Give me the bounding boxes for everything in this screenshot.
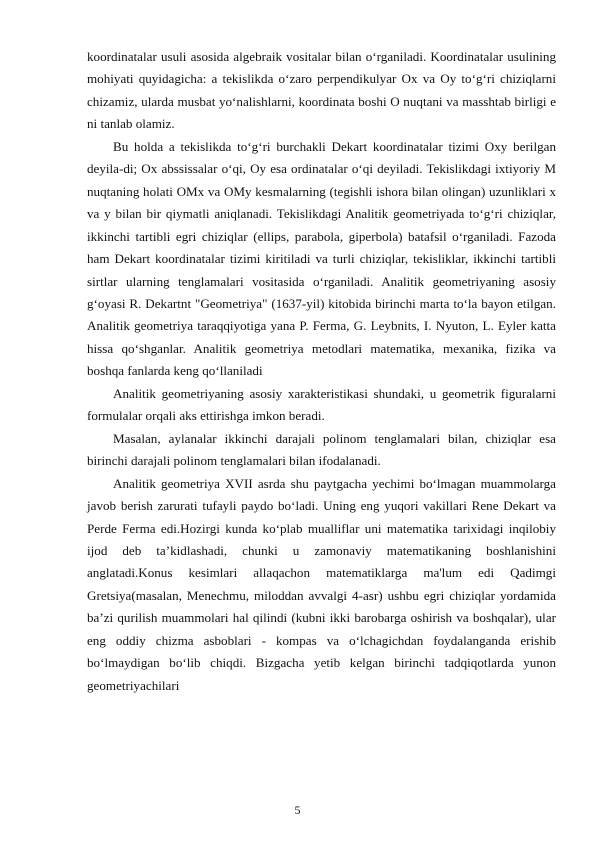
paragraph-5: Analitik geometriya XVII asrda shu paytgacha yechimi bo‘lmagan muammolarga javob berish zarurati tufayli paydo bo‘ladi. Uning eng yuqori vakillari Rene Dekart va Perde Ferma edi.Hozirgi kunda ko‘plab mualliflar uni matematika tarixidagi inqilobiy ijod deb ta’kidlashadi, chunki u zamonaviy matematikaning boshlanishini anglatadi.Konus kesimlari allaqachon matematiklarga ma'lum edi Qadimgi Gretsiya(masalan, Menechmu, miloddan avvalgi 4-asr) ushbu egri chiziqlar yordamida ba’zi qurilish muammolari hal qilindi (kubni ikki barobarga oshirish va boshqalar), ular eng oddiy chizma asboblari - kompas va o‘lchagichdan foydalanganda erishib bo‘lmaydigan bo‘lib chiqdi. Bizgacha yetib kelgan birinchi tadqiqotlarda yunon geometriyachilari <box>87 475 556 693</box>
page-number: 5 <box>294 803 301 817</box>
body-text <box>87 46 556 697</box>
paragraph-1: koordinatalar usuli asosida algebraik vositalar bilan o‘rganiladi. Koordinatalar usulining mohiyati quyidagicha: a tekislikda o‘zaro perpendikulyar Ox va Oy to‘g‘ri chiziqlarni chizamiz, ularda musbat yo‘nalishlarni, koordinata boshi O nuqtani va masshtab birligi e ni tanlab olamiz. <box>87 49 556 132</box>
paragraph-3: Analitik geometriyaning asosiy xarakteristikasi shundaki, u geometrik figuralarni formulalar orqali aks ettirishga imkon beradi. <box>87 385 556 424</box>
paragraph-2: Bu holda a tekislikda to‘g‘ri burchakli Dekart koordinatalar tizimi Oxy berilgan deyila-di; Ox abssissalar o‘qi, Oy esa ordinatalar o‘qi deyiladi. Tekislikdagi ixtiyoriy M nuqtaning holati OMx va OMy kesmalarning (tegishli ishora bilan olingan) uzunliklari x va y bilan bir qiymatli aniqlanadi. Tekislikdagi Analitik geometriyada to‘g‘ri chiziqlar, ikkinchi tartibli egri chiziqlar (ellips, parabola, giperbola) batafsil o‘rganiladi. Fazoda ham Dekart koordinatalar tizimi kiritiladi va turli chiziqlar, tekisliklar, ikkinchi tartibli sirtlar ularning tenglamalari vositasida o‘rganiladi. Analitik geometriyaning asosiy g‘oyasi R. Dekartnt "Geometriya" (1637-yil) kitobida birinchi marta to‘la bayon etilgan. Analitik geometriya taraqqiyotiga yana P. Ferma, G. Leybnits, I. Nyuton, L. Eyler katta hissa qo‘shganlar. Analitik geometriya metodlari matematika, mexanika, fizika va boshqa fanlarda keng qo‘llaniladi <box>87 138 556 379</box>
paragraph-4: Masalan, aylanalar ikkinchi darajali polinom tenglamalari bilan, chiziqlar esa birinchi darajali polinom tenglamalari bilan ifodalanadi. <box>87 430 556 469</box>
